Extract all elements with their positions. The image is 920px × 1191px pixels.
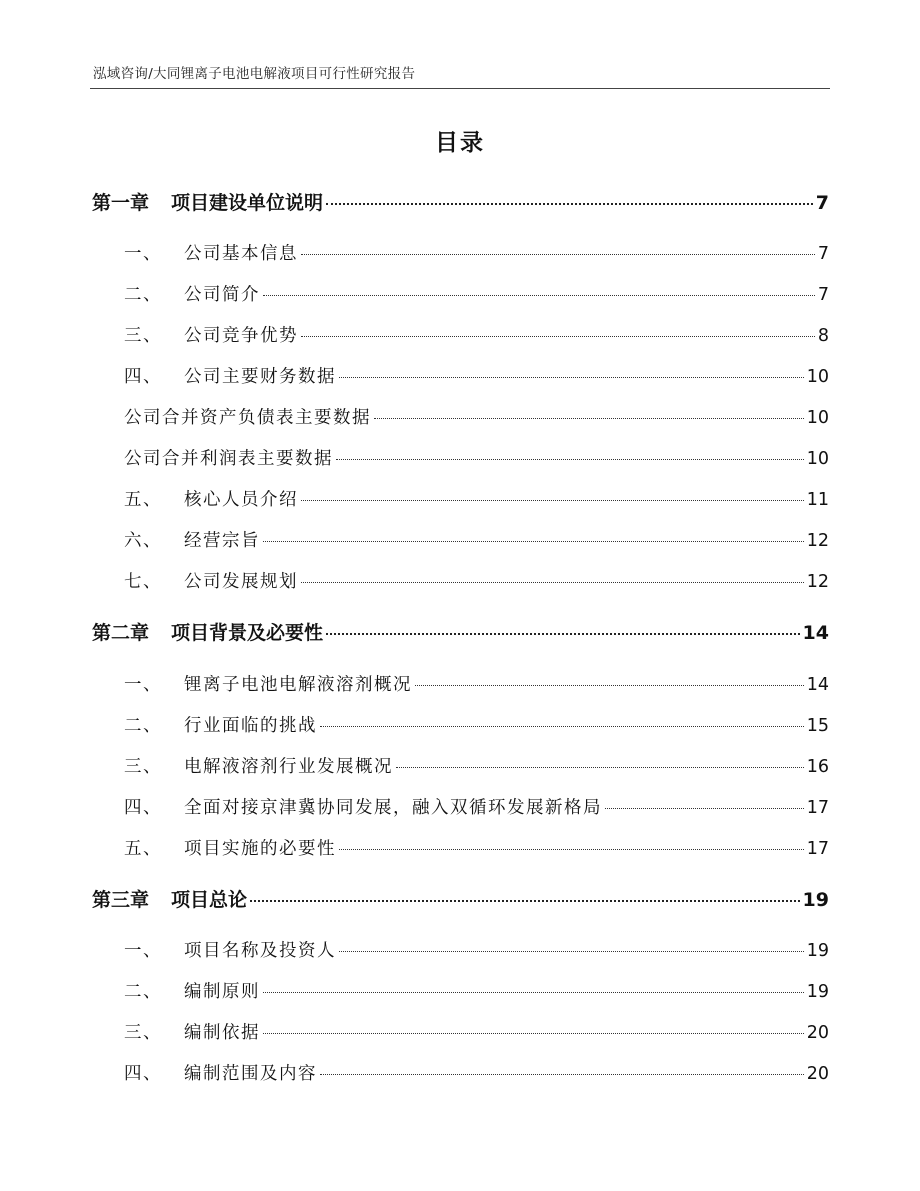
- toc-dot-leader: [301, 582, 804, 583]
- toc-dot-leader: [415, 685, 804, 686]
- toc-page-number: 8: [817, 326, 829, 346]
- toc-dot-leader: [320, 726, 804, 727]
- toc-entry-number: 六、: [124, 531, 162, 551]
- toc-page-number: 10: [806, 367, 829, 387]
- toc-entry-title: 电解液溶剂行业发展概况: [184, 757, 393, 777]
- toc-section-entry[interactable]: [124, 978, 829, 1003]
- toc-dot-leader: [339, 377, 804, 378]
- toc-page-number: 20: [806, 1064, 829, 1084]
- toc-entry-title: 核心人员介绍: [184, 490, 298, 510]
- toc-entry-number: 三、: [124, 757, 162, 777]
- toc-entry-title: 锂离子电池电解液溶剂概况: [184, 675, 412, 695]
- toc-entry-number: 四、: [124, 798, 162, 818]
- toc-entry-number: 一、: [124, 675, 162, 695]
- toc-title: 目录: [435, 130, 485, 156]
- toc-entry-number: 四、: [124, 367, 162, 387]
- toc-page-number: 12: [806, 572, 829, 592]
- header-divider: [90, 88, 830, 89]
- page-header: 泓域咨询/大同锂离子电池电解液项目可行性研究报告: [93, 66, 416, 82]
- toc-dot-leader: [263, 295, 815, 296]
- toc-entry-number: 一、: [124, 941, 162, 961]
- toc-section-entry[interactable]: [124, 1019, 829, 1044]
- toc-entry-number: 四、: [124, 1064, 162, 1084]
- toc-dot-leader: [301, 336, 815, 337]
- toc-dot-leader: [250, 900, 800, 902]
- toc-dot-leader: [605, 808, 804, 809]
- toc-page-number: 17: [806, 839, 829, 859]
- toc-page-number: 11: [806, 490, 829, 510]
- toc-page-number: 10: [806, 408, 829, 428]
- toc-dot-leader: [263, 1033, 804, 1034]
- toc-dot-leader: [336, 459, 804, 460]
- toc-section-entry[interactable]: [124, 404, 829, 429]
- toc-section-entry[interactable]: [124, 240, 829, 265]
- toc-entry-title: 公司主要财务数据: [184, 367, 336, 387]
- toc-entry-number: 第一章: [92, 192, 150, 214]
- toc-entry-title: 公司合并资产负债表主要数据: [124, 408, 371, 428]
- toc-entry-number: 三、: [124, 1023, 162, 1043]
- toc-section-entry[interactable]: [124, 835, 829, 860]
- toc-section-entry[interactable]: [124, 794, 829, 819]
- toc-entry-title: 经营宗旨: [184, 531, 260, 551]
- toc-dot-leader: [339, 951, 804, 952]
- toc-dot-leader: [301, 500, 804, 501]
- toc-entry-number: 五、: [124, 839, 162, 859]
- toc-section-entry[interactable]: [124, 445, 829, 470]
- toc-page-number: 17: [806, 798, 829, 818]
- toc-dot-leader: [374, 418, 804, 419]
- toc-entry-number: 七、: [124, 572, 162, 592]
- toc-page-number: 14: [806, 675, 829, 695]
- toc-entry-number: 第三章: [92, 889, 150, 911]
- toc-dot-leader: [326, 633, 800, 635]
- toc-entry-title: 项目实施的必要性: [184, 839, 336, 859]
- toc-entry-title: 公司合并利润表主要数据: [124, 449, 333, 469]
- toc-dot-leader: [326, 203, 813, 205]
- toc-entry-title: 行业面临的挑战: [184, 716, 317, 736]
- toc-page-number: 19: [802, 889, 829, 911]
- toc-entry-number: 一、: [124, 244, 162, 264]
- toc-entry-number: 三、: [124, 326, 162, 346]
- toc-page-number: 7: [817, 285, 829, 305]
- toc-chapter-entry[interactable]: [92, 885, 829, 912]
- toc-section-entry[interactable]: [124, 753, 829, 778]
- toc-section-entry[interactable]: [124, 281, 829, 306]
- toc-entry-title: 编制范围及内容: [184, 1064, 317, 1084]
- toc-section-entry[interactable]: [124, 671, 829, 696]
- toc-entry-number: 第二章: [92, 622, 150, 644]
- toc-page-number: 7: [815, 192, 829, 214]
- toc-page-number: 12: [806, 531, 829, 551]
- toc-dot-leader: [263, 992, 804, 993]
- toc-page-number: 14: [802, 622, 829, 644]
- toc-page-number: 19: [806, 941, 829, 961]
- toc-entry-number: 五、: [124, 490, 162, 510]
- toc-section-entry[interactable]: [124, 527, 829, 552]
- toc-page-number: 16: [806, 757, 829, 777]
- toc-section-entry[interactable]: [124, 568, 829, 593]
- toc-section-entry[interactable]: [124, 486, 829, 511]
- toc-entry-title: 项目总论: [171, 889, 248, 911]
- toc-entry-title: 公司发展规划: [184, 572, 298, 592]
- toc-entry-number: 二、: [124, 982, 162, 1002]
- toc-page-number: 10: [806, 449, 829, 469]
- toc-page-number: 19: [806, 982, 829, 1002]
- toc-section-entry[interactable]: [124, 363, 829, 388]
- toc-page-number: 7: [817, 244, 829, 264]
- toc-entry-title: 项目名称及投资人: [184, 941, 336, 961]
- toc-chapter-entry[interactable]: [92, 618, 829, 645]
- toc-entry-title: 公司基本信息: [184, 244, 298, 264]
- toc-entry-title: 公司竞争优势: [184, 326, 298, 346]
- toc-entry-title: 编制原则: [184, 982, 260, 1002]
- toc-section-entry[interactable]: [124, 712, 829, 737]
- toc-section-entry[interactable]: [124, 937, 829, 962]
- toc-entry-number: 二、: [124, 716, 162, 736]
- toc-entry-title: 项目背景及必要性: [171, 622, 324, 644]
- toc-dot-leader: [339, 849, 804, 850]
- toc-dot-leader: [263, 541, 804, 542]
- toc-entry-title: 全面对接京津冀协同发展，融入双循环发展新格局: [184, 798, 602, 818]
- toc-chapter-entry[interactable]: [92, 188, 829, 215]
- toc-entry-number: 二、: [124, 285, 162, 305]
- toc-dot-leader: [396, 767, 804, 768]
- toc-page-number: 15: [806, 716, 829, 736]
- toc-section-entry[interactable]: [124, 1060, 829, 1085]
- toc-page-number: 20: [806, 1023, 829, 1043]
- toc-dot-leader: [320, 1074, 804, 1075]
- toc-dot-leader: [301, 254, 815, 255]
- toc-entry-title: 项目建设单位说明: [171, 192, 324, 214]
- toc-entry-title: 编制依据: [184, 1023, 260, 1043]
- toc-entry-title: 公司简介: [184, 285, 260, 305]
- toc-section-entry[interactable]: [124, 322, 829, 347]
